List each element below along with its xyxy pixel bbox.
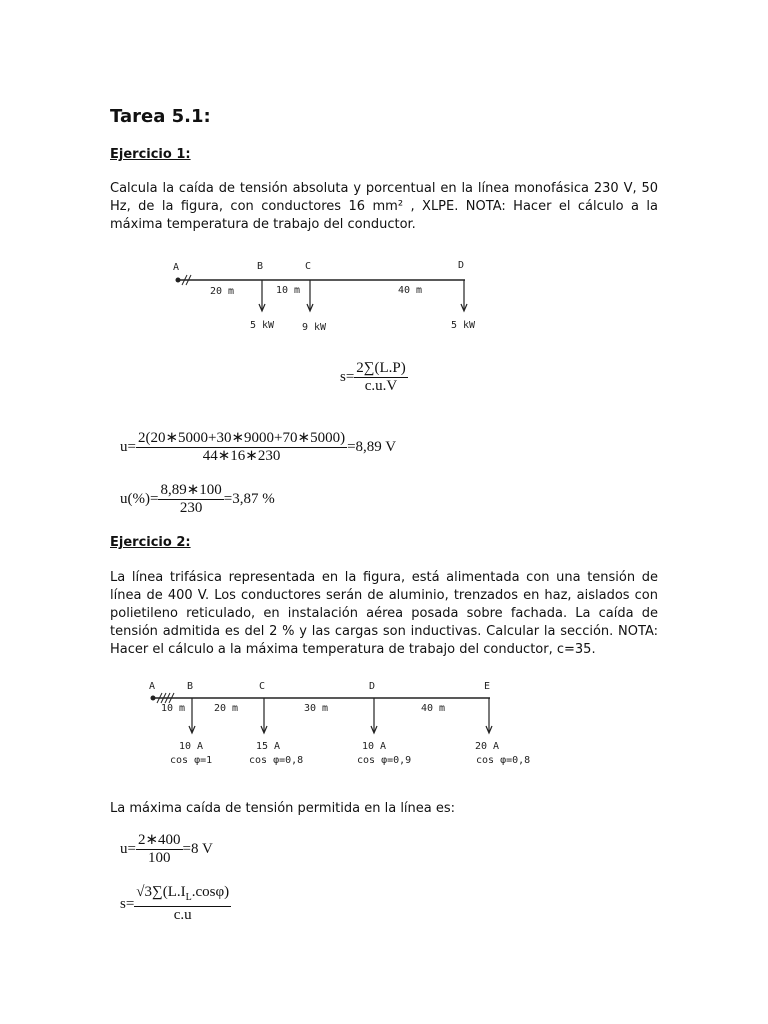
formula-denominator: 44∗16∗230 (202, 448, 281, 464)
distance-label: 30 m (304, 703, 329, 714)
power-factor-label: cos φ=0,8 (249, 755, 304, 766)
point-label: D (458, 260, 465, 271)
formula-numerator: 2∗400 (137, 832, 181, 848)
formula-denominator: c.u.V (364, 378, 398, 394)
exercise-1-heading: Ejercicio 1: (110, 147, 191, 162)
distance-label: 10 m (276, 285, 301, 296)
point-label: A (173, 262, 180, 273)
load-label: 5 kW (250, 320, 275, 331)
current-label: 15 A (256, 741, 281, 752)
current-label: 10 A (179, 741, 204, 752)
point-label: B (257, 261, 264, 272)
power-factor-label: cos φ=0,8 (476, 755, 531, 766)
distance-label: 10 m (161, 703, 186, 714)
formula-percentage (120, 482, 275, 517)
formula-numerator: 8,89∗100 (160, 482, 222, 498)
formula-denominator: 100 (148, 850, 171, 866)
formula-result: =8,89 V (347, 439, 397, 455)
load-label: 5 kW (451, 320, 476, 331)
exercise-1-statement: Calcula la caída de tensión absoluta y porcentual en la línea monofásica 230 V, 50 Hz, de la figura, con conductores 16 mm² , XLPE. NOTA: Hacer el cálculo a la máxima temperatura de trabajo del conductor. (110, 181, 658, 232)
point-label: C (259, 681, 266, 692)
distance-label: 20 m (214, 703, 239, 714)
point-label: D (369, 681, 376, 692)
distance-label: 20 m (210, 286, 235, 297)
point-label: A (149, 681, 156, 692)
formula-lhs: u(%)= (120, 491, 159, 507)
formula-numerator: 2(20∗5000+30∗9000+70∗5000) (137, 430, 346, 446)
formula-max-drop (120, 832, 213, 867)
formula-lhs: s= (340, 369, 355, 385)
formula-lhs: u= (120, 439, 136, 455)
current-label: 20 A (475, 741, 500, 752)
exercise-2-heading: Ejercicio 2: (110, 535, 191, 550)
exercise-2-diagram (145, 680, 555, 772)
power-factor-label: cos φ=0,9 (357, 755, 412, 766)
exercise-2-statement: La línea trifásica representada en la figura, está alimentada con una tensión de línea de 400 V. Los conductores serán de aluminio, trenzados en haz, aislados con polietileno reticulado, en instalación aérea posada sobre fachada. La caída de tensión admitida es del 2 % y las cargas son inductivas. Calcular la sección. NOTA: Hacer el cálculo a la máxima temperatura de trabajo del conductor, c=35. (110, 570, 658, 657)
point-label: C (305, 261, 312, 272)
load-label: 9 kW (302, 322, 327, 333)
formula-section (340, 360, 408, 395)
formula-section-three-phase (120, 884, 231, 924)
formula-lhs: u= (120, 841, 136, 857)
point-label: E (484, 681, 491, 692)
exercise-1-diagram (170, 258, 490, 340)
formula-result: =8 V (182, 841, 213, 857)
distance-label: 40 m (398, 285, 423, 296)
formula-result: =3,87 % (223, 491, 275, 507)
point-label: B (187, 681, 194, 692)
current-label: 10 A (362, 741, 387, 752)
formula-lhs: s= (120, 895, 135, 912)
page-title: Tarea 5.1: (110, 106, 211, 127)
formula-numerator: 2∑(L.P) (356, 360, 406, 376)
distance-label: 40 m (421, 703, 446, 714)
formula-numerator: $√3\sum(L.I_L.\cos\varphi)$ (134, 884, 231, 907)
formula-voltage-drop (120, 430, 396, 465)
formula-denominator: 230 (179, 500, 203, 516)
max-drop-text: La máxima caída de tensión permitida en la línea es: (110, 801, 456, 816)
formula-denominator: c.u (173, 907, 192, 923)
power-factor-label: cos φ=1 (170, 755, 213, 766)
